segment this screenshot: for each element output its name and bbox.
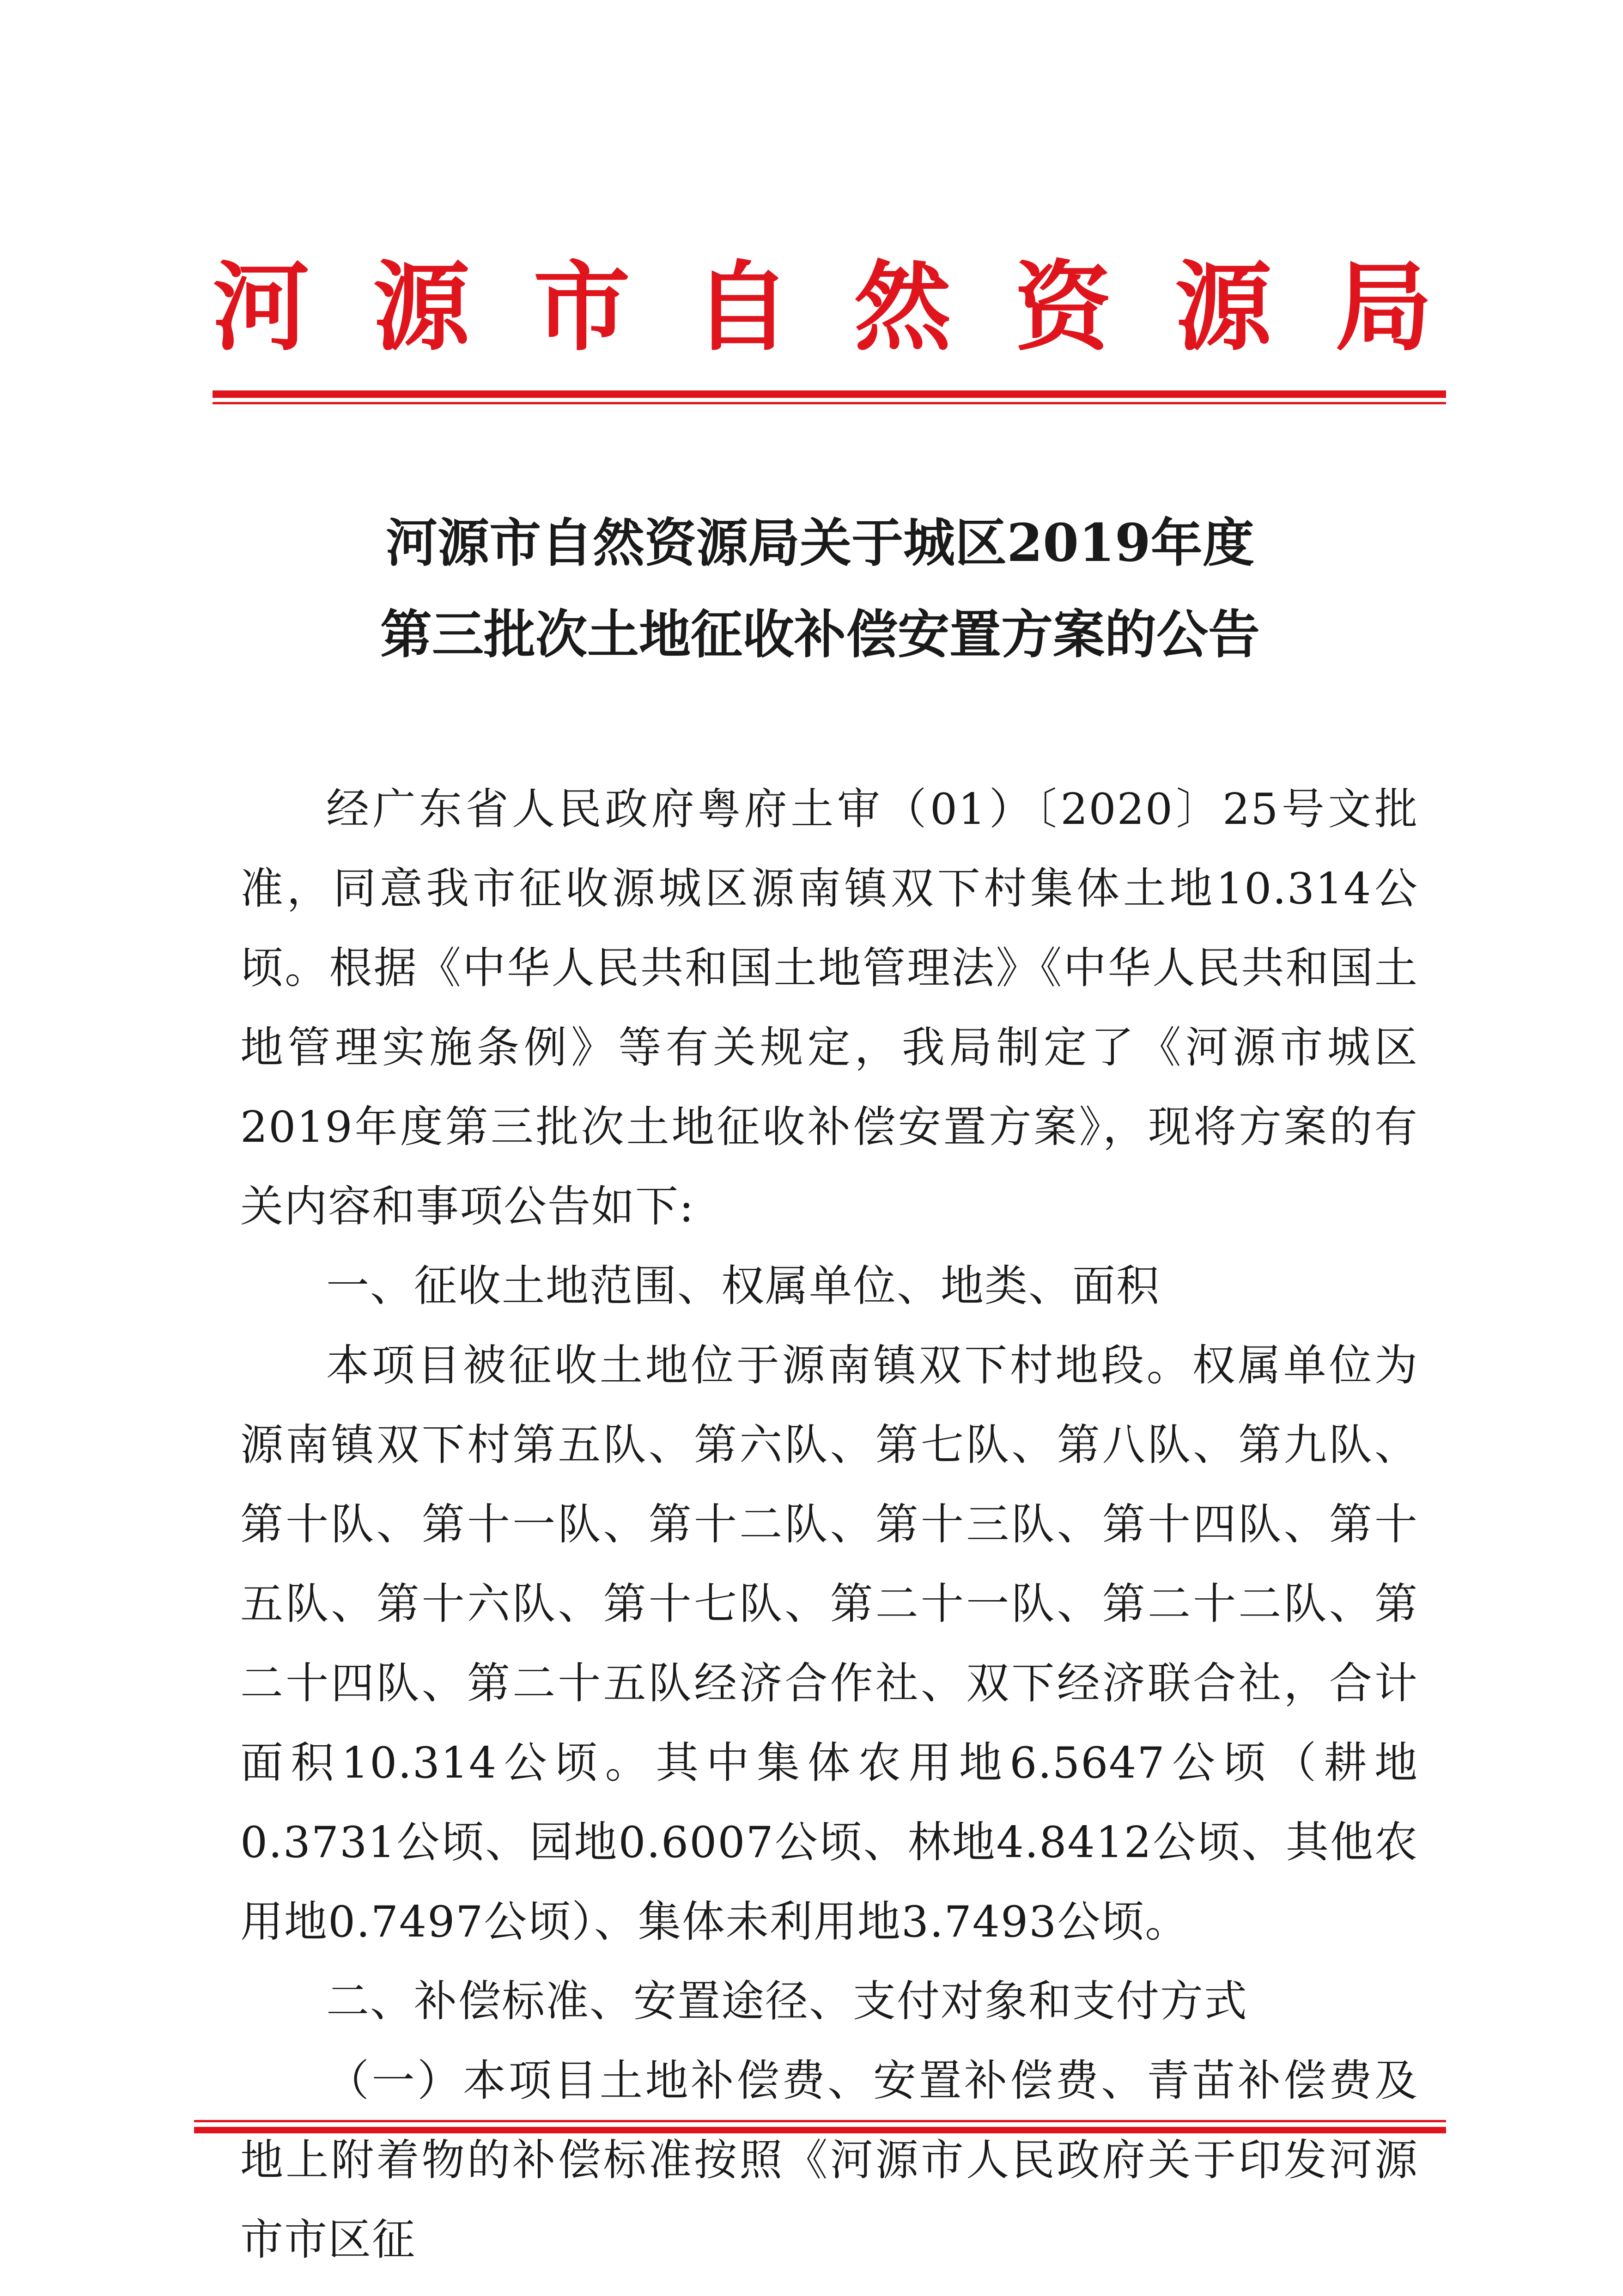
letterhead-red-rule-thin [213, 402, 1446, 404]
letterhead-char: 资 [1014, 250, 1112, 364]
body-paragraph-compensation: （一）本项目土地补偿费、安置补偿费、青苗补偿费及地上附着物的补偿标准按照《河源市人民政府关于印发河源市市区征 [240, 2056, 1418, 2265]
section-heading-1: 一、征收土地范围、权属单位、地类、面积 [326, 1261, 1160, 1311]
body-paragraph-approval: 经广东省人民政府粤府土审（01）〔2020〕25号文批准，同意我市征收源城区源南镇双下村集体土地10.314公顷。根据《中华人民共和国土地管理法》《中华人民共和国土地管理实施条例》等有关规定，我局制定了《河源市城区2019年度第三批次土地征收补偿安置方案》，现将方案的有关内容和事项公告如下: [240, 784, 1418, 1231]
letterhead-char: 然 [854, 250, 951, 364]
letterhead-char: 源 [373, 250, 470, 364]
letterhead-char: 源 [1174, 250, 1272, 364]
letterhead-char: 市 [533, 250, 631, 364]
document-title-line-1: 河源市自然资源局关于城区2019年度 [386, 513, 1254, 573]
section-heading-2: 二、补偿标准、安置途径、支付对象和支付方式 [326, 1976, 1248, 2026]
body-paragraph-land-scope: 本项目被征收土地位于源南镇双下村地段。权属单位为源南镇双下村第五队、第六队、第七队、第八队、第九队、第十队、第十一队、第十二队、第十三队、第十四队、第十五队、第十六队、第十七队、第二十一队、第二十二队、第二十四队、第二十五队经济合作社、双下经济联合社，合计面积10.314公顷。其中集体农用地6.5647公顷（耕地0.3731公顷、园地0.6007公顷、林地4.8412公顷、其他农用地0.7497公顷）、集体未利用地3.7493公顷。 [240, 1340, 1418, 1947]
letterhead-org-name [213, 250, 1432, 364]
footer-red-rule-thick [194, 2127, 1446, 2133]
footer-red-rule-thin [194, 2120, 1446, 2122]
letterhead-char: 局 [1335, 250, 1432, 364]
letterhead-red-rule-thick [213, 390, 1446, 398]
document-title-line-2: 第三批次土地征收补偿安置方案的公告 [380, 604, 1260, 665]
letterhead-char: 河 [213, 250, 310, 364]
document-body [240, 769, 1418, 2279]
letterhead-char: 自 [693, 250, 791, 364]
